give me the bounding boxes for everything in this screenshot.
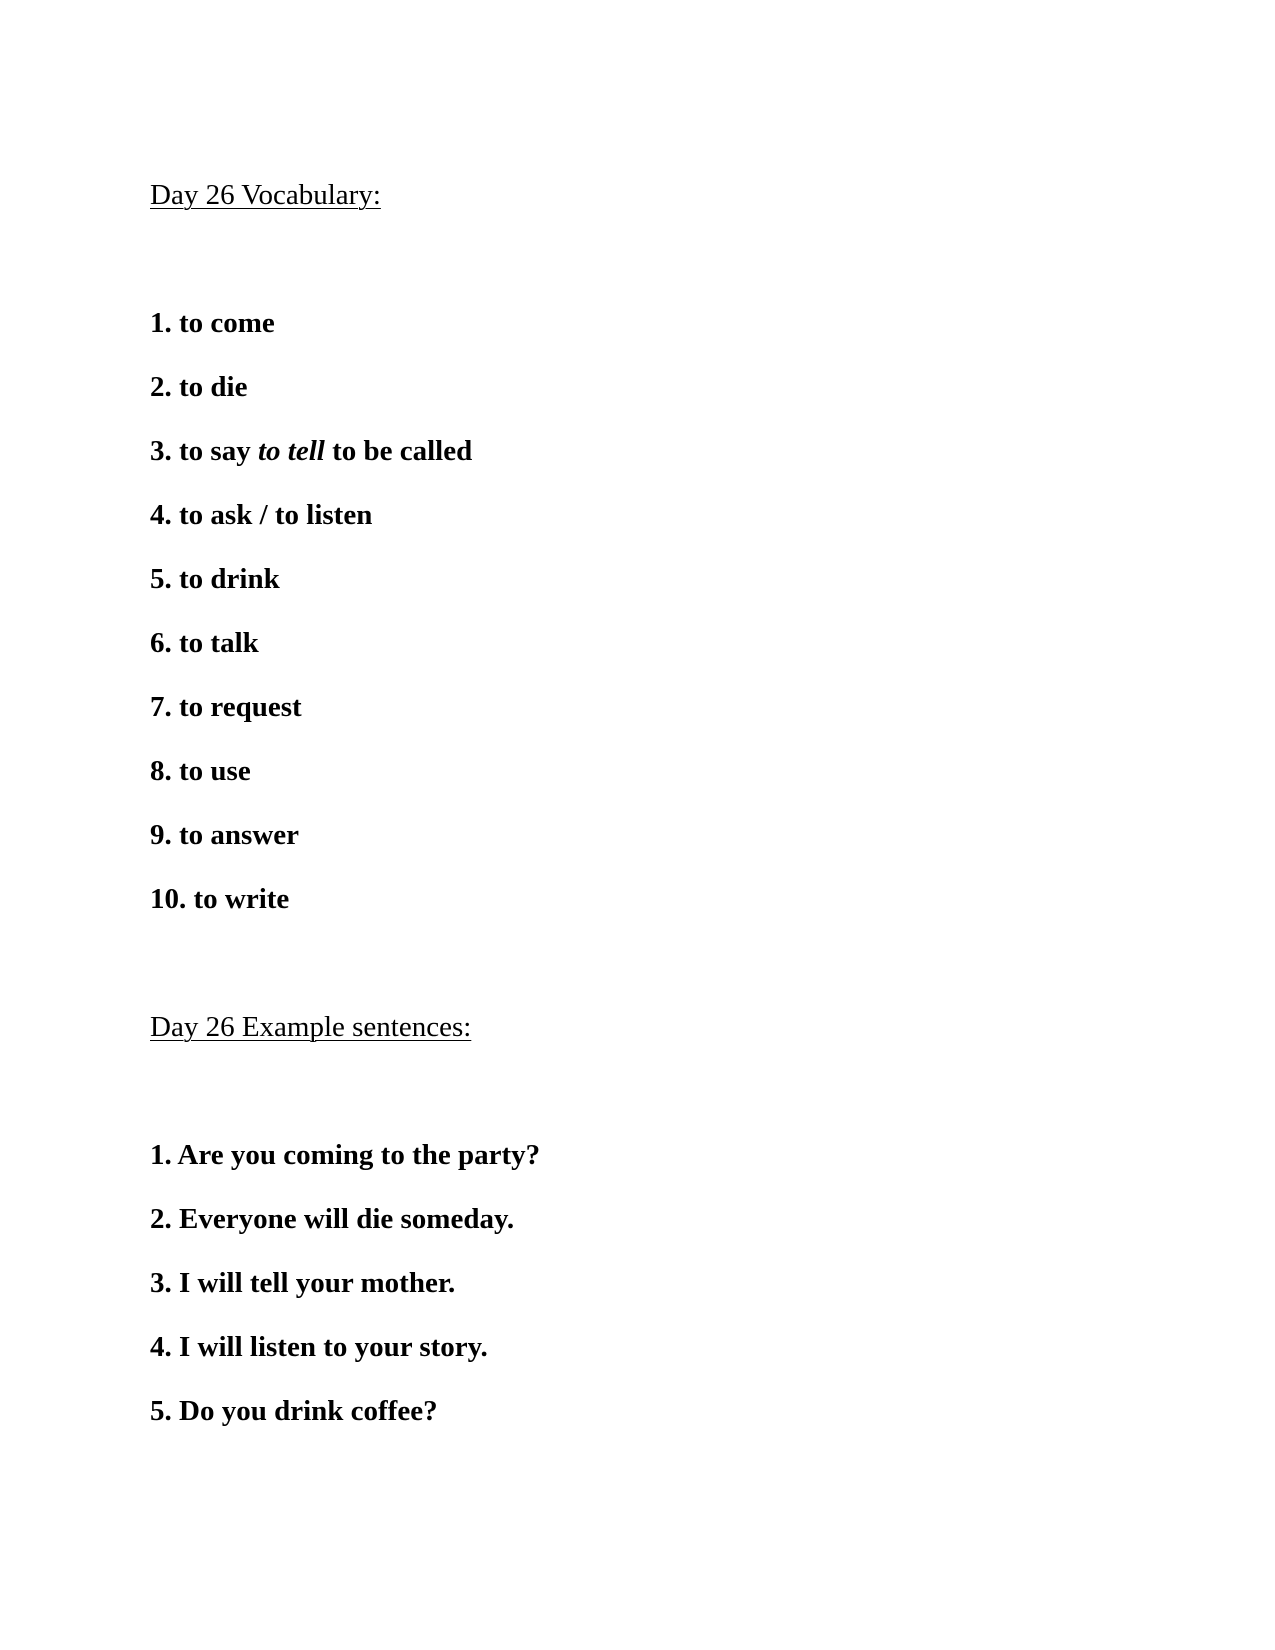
- item-number: 8.: [150, 755, 172, 787]
- item-number: 6.: [150, 627, 172, 659]
- item-number: 1.: [150, 307, 172, 339]
- item-text: Do you drink coffee?: [179, 1395, 438, 1427]
- item-number: 4.: [150, 499, 172, 531]
- vocabulary-item: [150, 309, 275, 338]
- item-number: 5.: [150, 563, 172, 595]
- item-number: 3.: [150, 435, 172, 467]
- item-number: 4.: [150, 1331, 172, 1363]
- item-text: to drink: [179, 563, 280, 595]
- vocabulary-item: [150, 821, 299, 850]
- vocabulary-item: [150, 565, 280, 594]
- item-number: 7.: [150, 691, 172, 723]
- item-number: 10.: [150, 883, 187, 915]
- vocabulary-item: [150, 757, 251, 786]
- item-text: Are you coming to the party?: [177, 1139, 541, 1171]
- example-sentence: [150, 1141, 540, 1170]
- vocabulary-item: [150, 693, 302, 722]
- item-text: Everyone will die someday.: [179, 1203, 515, 1235]
- vocabulary-item: [150, 629, 259, 658]
- vocabulary-item: [150, 437, 472, 466]
- item-number: 5.: [150, 1395, 172, 1427]
- item-number: 9.: [150, 819, 172, 851]
- item-text: to ask / to listen: [179, 499, 373, 531]
- item-text: to request: [179, 691, 302, 723]
- item-number: 1.: [150, 1139, 172, 1171]
- vocabulary-item: [150, 501, 372, 530]
- item-text: to come: [179, 307, 275, 339]
- item-number: 2.: [150, 371, 172, 403]
- example-sentence: [150, 1333, 488, 1362]
- vocabulary-item: [150, 373, 247, 402]
- vocabulary-heading: Day 26 Vocabulary:: [150, 179, 381, 211]
- item-text: I will listen to your story.: [179, 1331, 488, 1363]
- item-text: I will tell your mother.: [179, 1267, 456, 1299]
- item-text: to die: [179, 371, 248, 403]
- item-number: 2.: [150, 1203, 172, 1235]
- examples-heading: Day 26 Example sentences:: [150, 1011, 472, 1043]
- vocabulary-item: [150, 885, 289, 914]
- example-sentence: [150, 1397, 438, 1426]
- item-text: to use: [179, 755, 251, 787]
- example-sentence: [150, 1205, 514, 1234]
- item-italic-text: to tell: [257, 435, 325, 467]
- item-text: to talk: [179, 627, 259, 659]
- item-number: 3.: [150, 1267, 172, 1299]
- item-text: to answer: [179, 819, 300, 851]
- example-sentence: [150, 1269, 455, 1298]
- item-text: to say: [179, 435, 258, 467]
- item-text: to be called: [324, 435, 473, 467]
- item-text: to write: [193, 883, 290, 915]
